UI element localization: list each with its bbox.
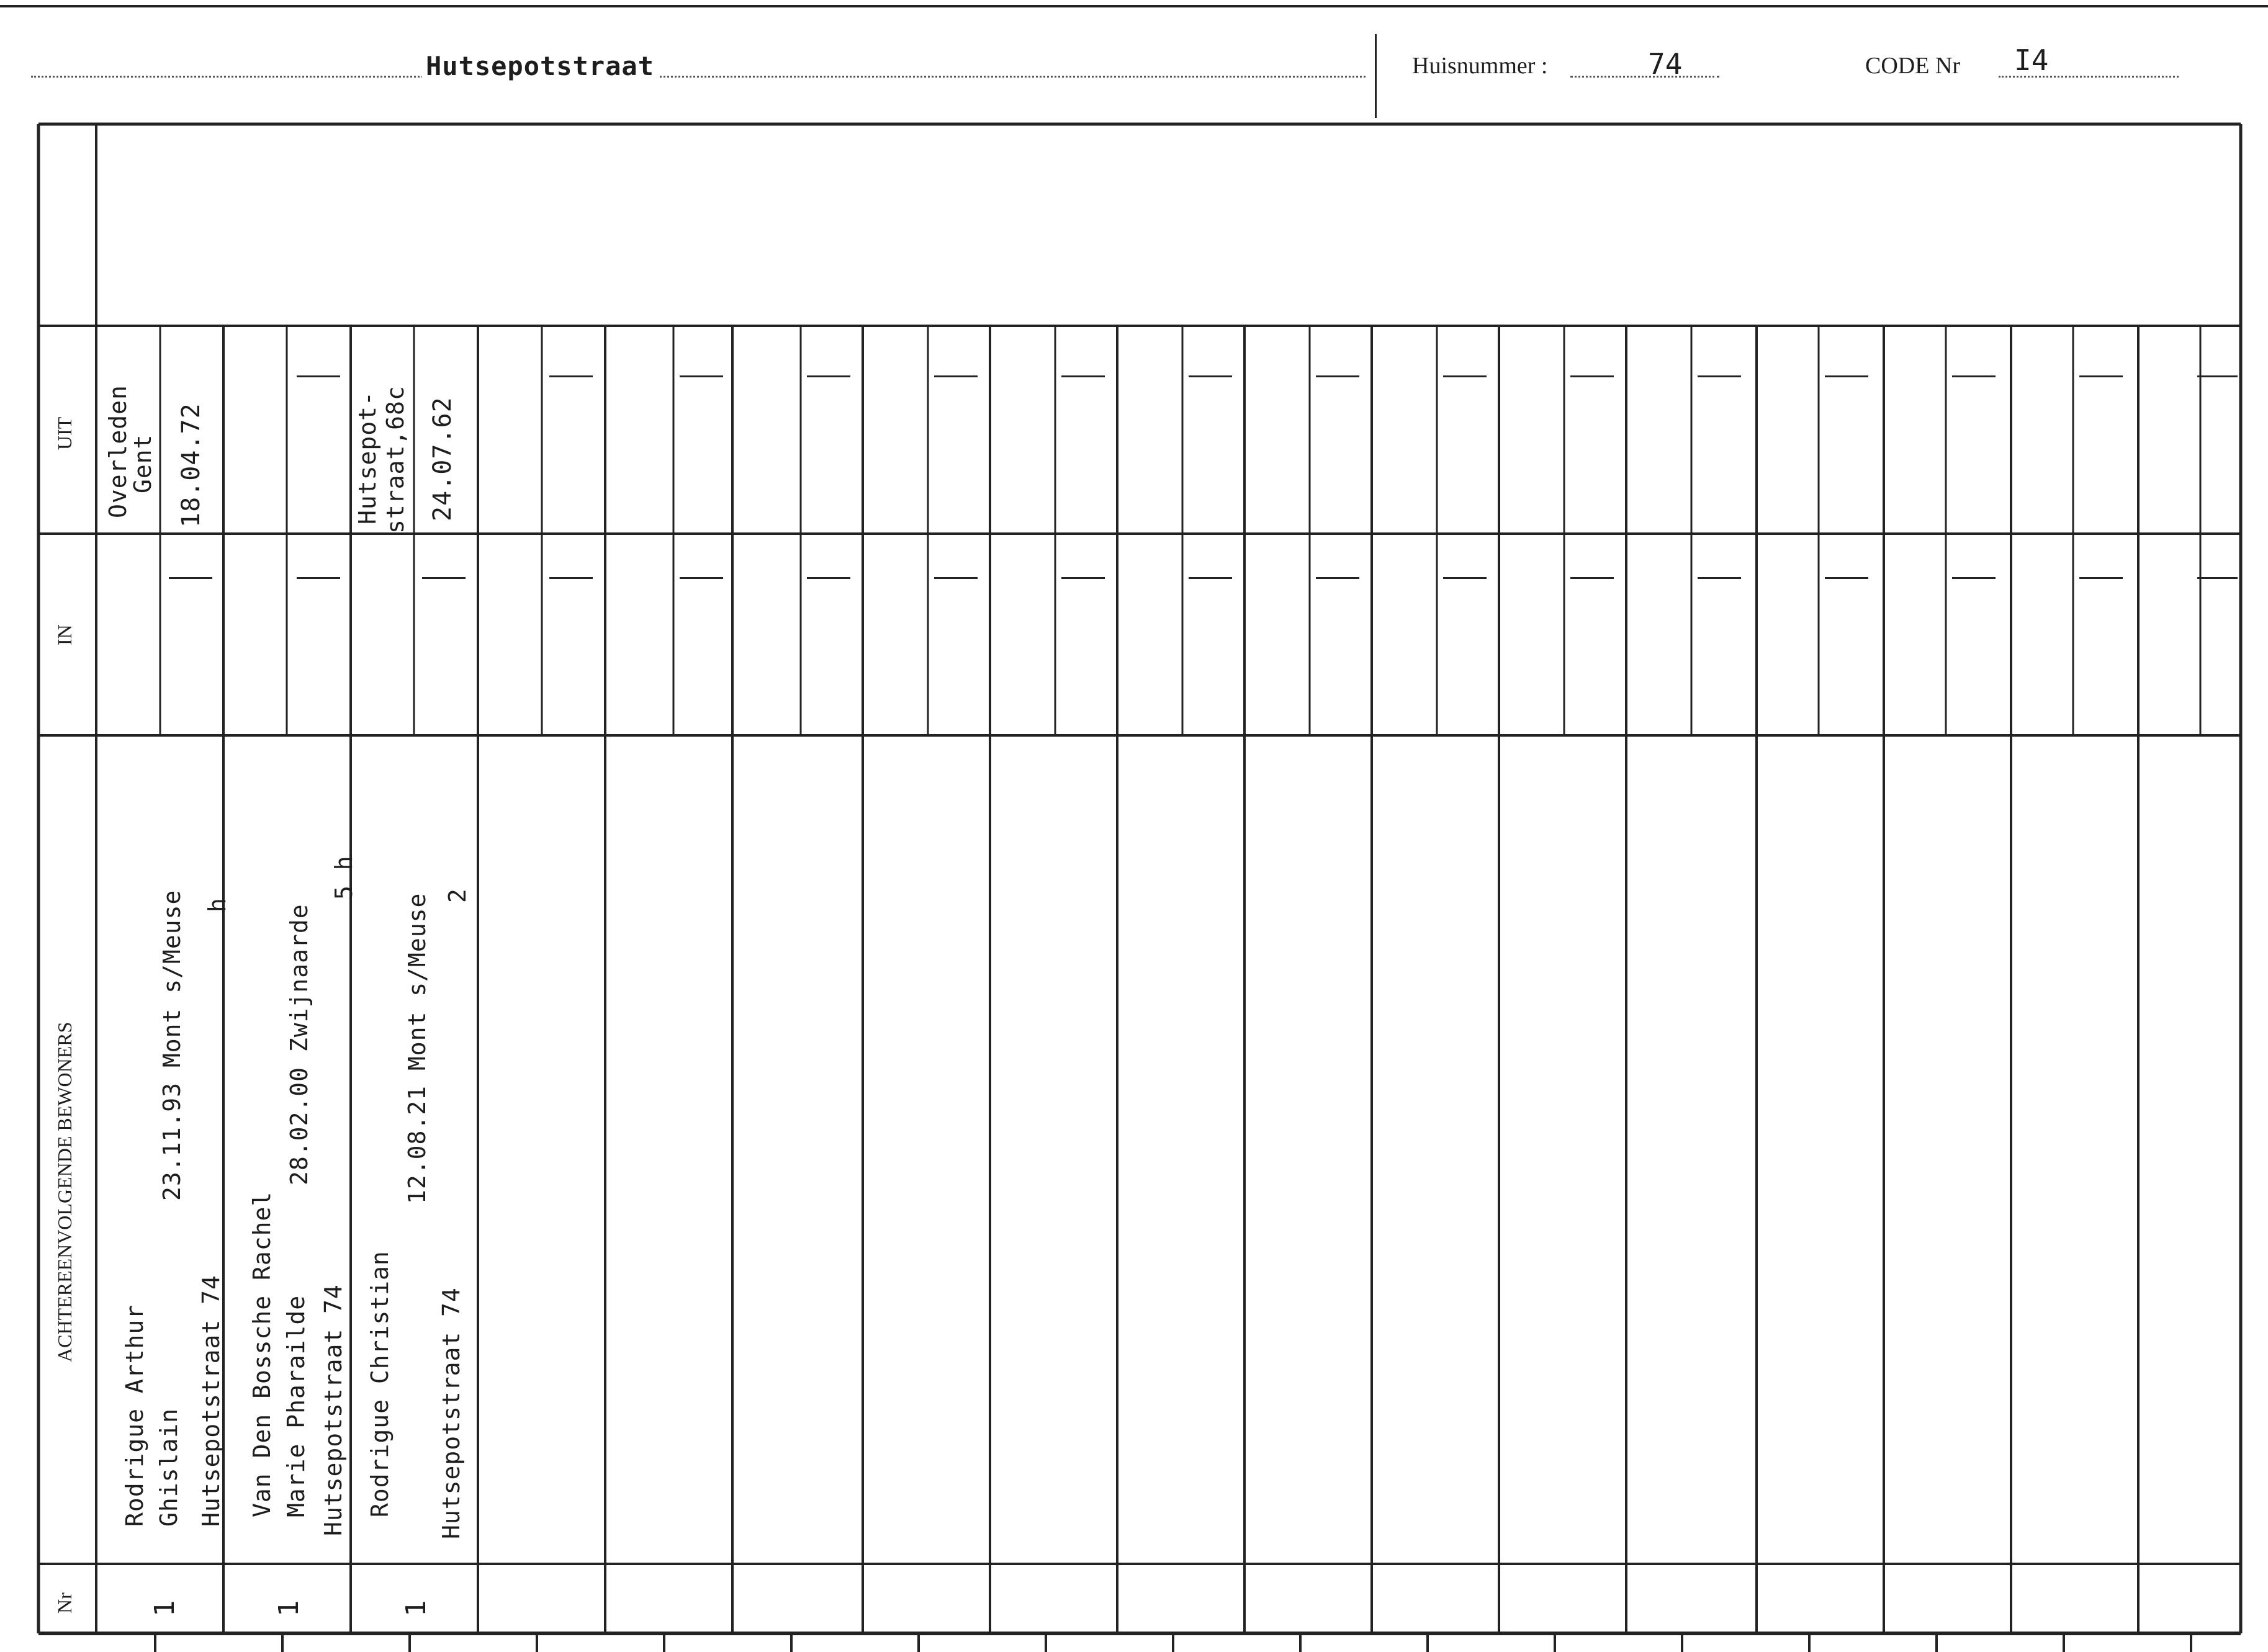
empty-dash	[807, 375, 850, 377]
empty-dash	[680, 375, 723, 377]
entry-1-in-dash	[169, 577, 212, 579]
entry-1-name-line1: Rodrigue Arthur	[121, 1304, 148, 1527]
empty-dash	[1698, 577, 1741, 579]
code-label: CODE Nr	[1865, 53, 1961, 79]
entry-1-name-line3: Hutsepotstraat 74	[197, 1275, 225, 1527]
entry-1-uit-date: 18.04.72	[177, 403, 205, 527]
empty-dash	[1061, 375, 1105, 377]
empty-dash	[1189, 375, 1232, 377]
street-name: Hutsepotstraat	[422, 51, 658, 81]
entry-2-in-dash	[297, 577, 340, 579]
label-nr: Nr	[53, 1592, 76, 1614]
entry-2-nr: 1	[273, 1599, 305, 1617]
code-number: I4	[2014, 43, 2049, 77]
empty-dash	[549, 375, 593, 377]
empty-dash	[2079, 577, 2123, 579]
entry-2-name-line3: Hutsepotstraat 74	[320, 1284, 347, 1536]
entry-3-name-line3: Hutsepotstraat 74	[438, 1287, 465, 1539]
entry-3-uit-place-line1: Hutsepot-	[354, 391, 381, 524]
empty-dash	[1061, 577, 1105, 579]
empty-dash	[934, 375, 978, 377]
entry-1-birth: 23.11.93 Mont s/Meuse	[158, 889, 186, 1201]
empty-dash	[934, 577, 978, 579]
house-number: 74	[1648, 47, 1683, 81]
empty-dash	[2197, 375, 2238, 377]
entry-3-uit-place-line2: straat,68c	[382, 385, 409, 534]
entry-3-name-line1: Rodrigue Christian	[366, 1250, 394, 1517]
entry-3-nr: 1	[400, 1599, 432, 1617]
entry-3-uit-date: 24.07.62	[428, 397, 457, 521]
empty-dash	[1189, 577, 1232, 579]
empty-dash	[1698, 375, 1741, 377]
empty-dash	[807, 577, 850, 579]
empty-dash	[1443, 375, 1487, 377]
label-in: IN	[53, 624, 76, 645]
empty-dash	[1316, 375, 1359, 377]
entry-3-in-dash	[422, 577, 466, 579]
empty-dash	[1952, 577, 1996, 579]
entry-3-mark: 2	[444, 888, 471, 903]
entry-2-birth: 28.02.00 Zwijnaarde	[286, 904, 313, 1185]
label-residents: ACHTEREENVOLGENDE BEWONERS	[53, 1021, 76, 1362]
empty-dash	[1825, 375, 1868, 377]
entry-1-uit-place-line2: Gent	[129, 434, 156, 493]
entry-1-nr: 1	[149, 1599, 181, 1617]
label-uit: UIT	[53, 416, 76, 450]
empty-dash	[1825, 577, 1868, 579]
entry-2-name-line2: Marie Pharailde	[282, 1295, 310, 1517]
empty-dash	[1443, 577, 1487, 579]
entry-1-uit-place-line1: Overleden	[104, 385, 132, 518]
entry-1-mark: h	[204, 897, 231, 912]
entry-3-birth: 12.08.21 Mont s/Meuse	[403, 892, 431, 1204]
empty-dash	[1570, 577, 1614, 579]
empty-dash	[1952, 375, 1996, 377]
entry-2-uit-dash	[297, 375, 340, 377]
entry-1-name-line2: Ghislain	[155, 1407, 182, 1527]
house-number-label: Huisnummer :	[1412, 53, 1548, 79]
entry-2-mark: 5 h	[330, 855, 358, 900]
empty-dash	[680, 577, 723, 579]
empty-dash	[1316, 577, 1359, 579]
empty-dash	[1570, 375, 1614, 377]
empty-dash	[2079, 375, 2123, 377]
empty-dash	[2197, 577, 2238, 579]
entry-2-name-line1: Van Den Bossche Rachel	[248, 1191, 276, 1517]
empty-dash	[549, 577, 593, 579]
